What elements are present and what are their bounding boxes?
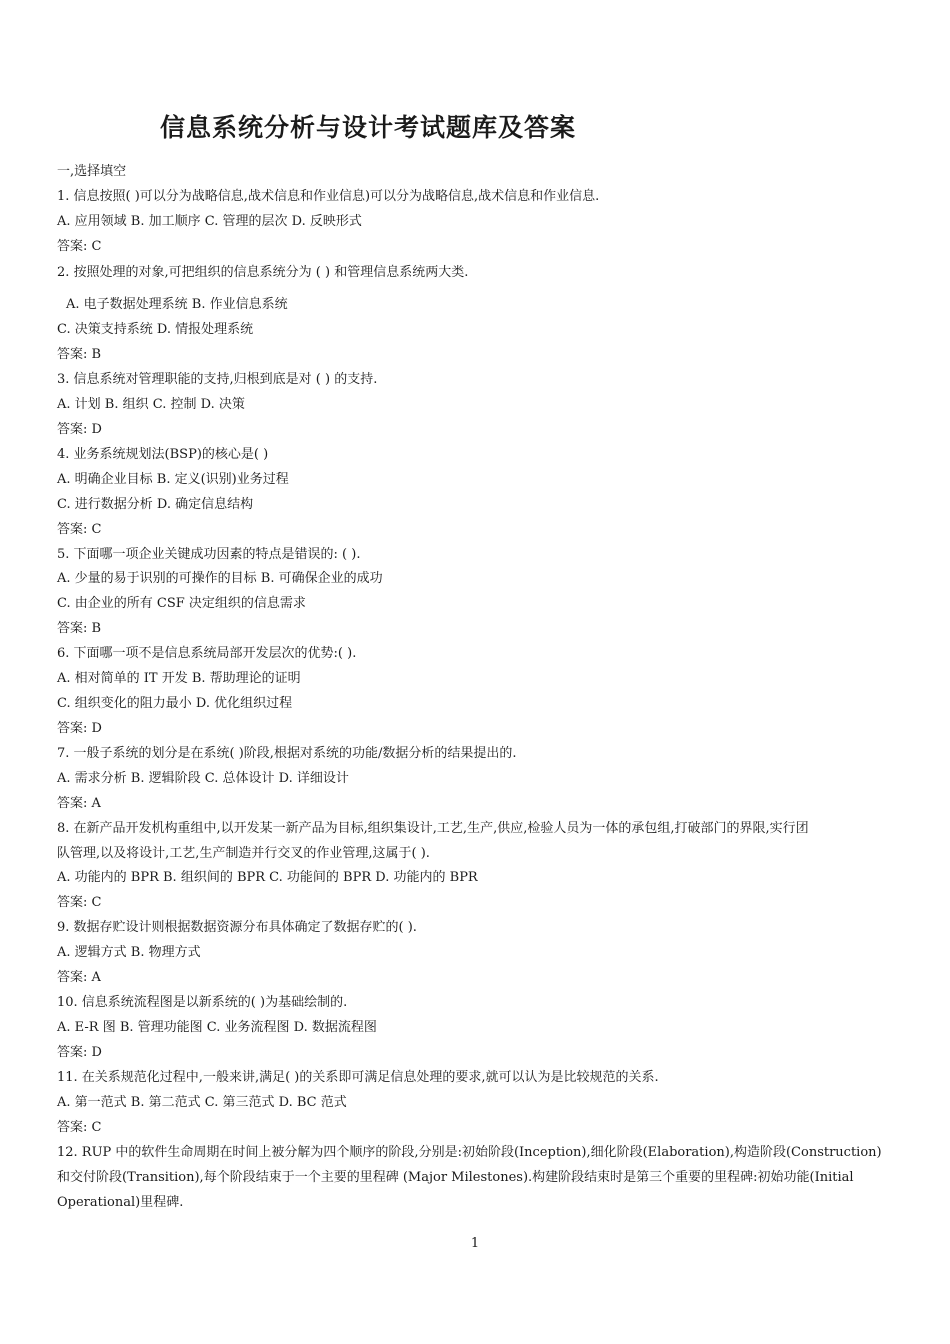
question-8-options: A. 功能内的 BPR B. 组织间的 BPR C. 功能间的 BPR D. 功能内的 BPR: [57, 870, 478, 885]
question-6-answer: 答案: D: [57, 721, 102, 736]
question-3-answer: 答案: D: [57, 422, 102, 437]
question-11-options: A. 第一范式 B. 第二范式 C. 第三范式 D. BC 范式: [57, 1095, 347, 1110]
question-12-line-1: 12. RUP 中的软件生命周期在时间上被分解为四个顺序的阶段,分别是:初始阶段(Inception),细化阶段(Elaboration),构造阶段(Construction): [57, 1145, 882, 1160]
question-7: 7. 一般子系统的划分是在系统( )阶段,根据对系统的功能/数据分析的结果提出的.: [57, 746, 517, 761]
question-12-line-2: 和交付阶段(Transition),每个阶段结束于一个主要的里程碑 (Major Milestones).构建阶段结束时是第三个重要的里程碑:初始功能(Initial: [57, 1170, 854, 1185]
question-10: 10. 信息系统流程图是以新系统的( )为基础绘制的.: [57, 995, 348, 1010]
question-3: 3. 信息系统对管理职能的支持,归根到底是对 ( ) 的支持.: [57, 372, 378, 387]
question-12-line-3: Operational)里程碑.: [57, 1195, 184, 1210]
question-6-options-a: A. 相对简单的 IT 开发 B. 帮助理论的证明: [57, 671, 301, 686]
question-1-options: A. 应用领域 B. 加工顺序 C. 管理的层次 D. 反映形式: [57, 214, 362, 229]
question-5-options-b: C. 由企业的所有 CSF 决定组织的信息需求: [57, 596, 306, 611]
question-2: 2. 按照处理的对象,可把组织的信息系统分为 ( ) 和管理信息系统两大类.: [57, 265, 469, 280]
question-4-answer: 答案: C: [57, 522, 102, 537]
question-9-answer: 答案: A: [57, 970, 101, 985]
question-9-options: A. 逻辑方式 B. 物理方式: [57, 945, 201, 960]
question-7-options: A. 需求分析 B. 逻辑阶段 C. 总体设计 D. 详细设计: [57, 771, 349, 786]
question-8-line-1: 8. 在新产品开发机构重组中,以开发某一新产品为目标,组织集设计,工艺,生产,供应,检验人员为一体的承包组,打破部门的界限,实行团: [57, 821, 809, 836]
question-4: 4. 业务系统规划法(BSP)的核心是( ): [57, 447, 269, 462]
question-11-answer: 答案: C: [57, 1120, 102, 1135]
question-6-options-b: C. 组织变化的阻力最小 D. 优化组织过程: [57, 696, 293, 711]
question-9: 9. 数据存贮设计则根据数据资源分布具体确定了数据存贮的( ).: [57, 920, 417, 935]
page-number: 1: [470, 1236, 480, 1251]
question-4-options-b: C. 进行数据分析 D. 确定信息结构: [57, 497, 254, 512]
question-5-answer: 答案: B: [57, 621, 102, 636]
question-4-options-a: A. 明确企业目标 B. 定义(识别)业务过程: [57, 472, 289, 487]
page-title: 信息系统分析与设计考试题库及答案: [160, 113, 577, 142]
question-10-options: A. E-R 图 B. 管理功能图 C. 业务流程图 D. 数据流程图: [57, 1020, 377, 1035]
question-11: 11. 在关系规范化过程中,一般来讲,满足( )的关系即可满足信息处理的要求,就可以认为是比较规范的关系.: [57, 1070, 659, 1085]
question-1-answer: 答案: C: [57, 239, 102, 254]
question-8-answer: 答案: C: [57, 895, 102, 910]
question-5: 5. 下面哪一项企业关键成功因素的特点是错误的: ( ).: [57, 547, 361, 562]
question-6: 6. 下面哪一项不是信息系统局部开发层次的优势:( ).: [57, 646, 357, 661]
question-8-line-2: 队管理,以及将设计,工艺,生产制造并行交叉的作业管理,这属于( ).: [57, 846, 430, 861]
question-5-options-a: A. 少量的易于识别的可操作的目标 B. 可确保企业的成功: [57, 571, 383, 586]
question-1: 1. 信息按照( )可以分为战略信息,战术信息和作业信息)可以分为战略信息,战术信息和作业信息.: [57, 189, 600, 204]
question-3-options: A. 计划 B. 组织 C. 控制 D. 决策: [57, 397, 245, 412]
question-2-options-b: C. 决策支持系统 D. 情报处理系统: [57, 322, 254, 337]
section-heading: 一,选择填空: [57, 164, 127, 179]
question-10-answer: 答案: D: [57, 1045, 102, 1060]
question-7-answer: 答案: A: [57, 796, 101, 811]
question-2-options-a: A. 电子数据处理系统 B. 作业信息系统: [66, 297, 288, 312]
question-2-answer: 答案: B: [57, 347, 102, 362]
